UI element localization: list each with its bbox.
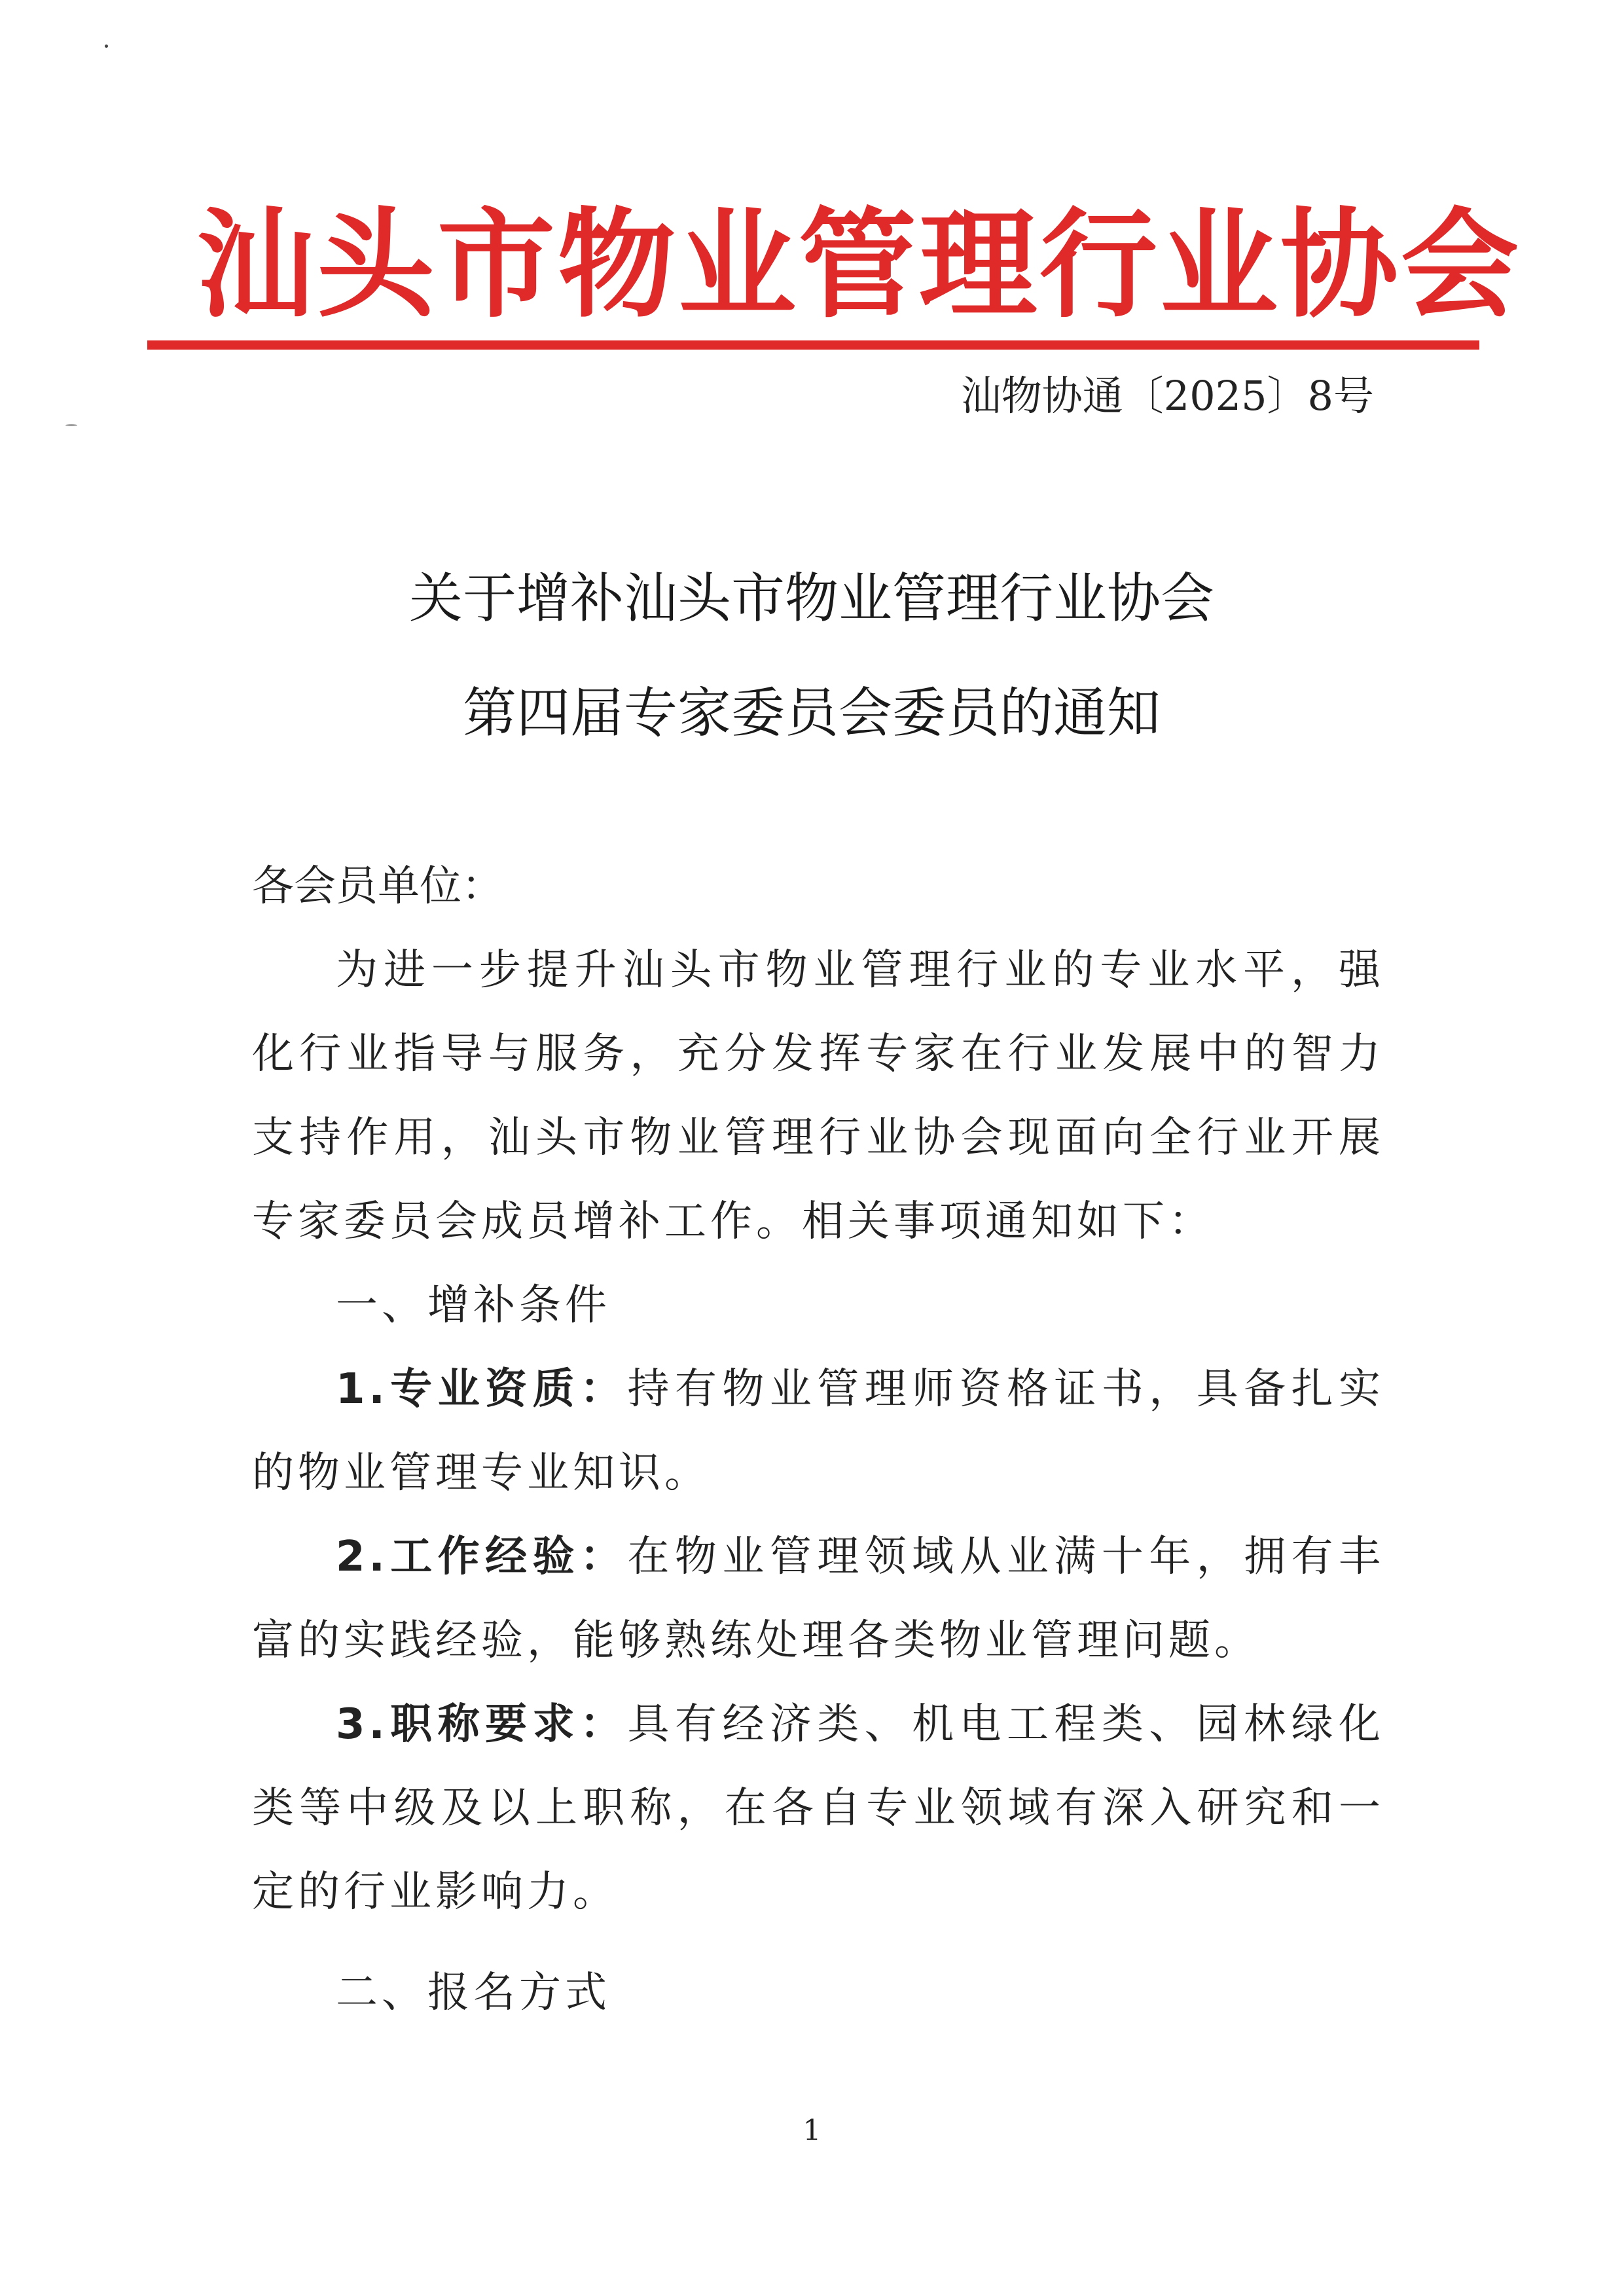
letterhead-org-name: 汕头市物业管理行业协会 xyxy=(196,196,1522,334)
document-title-line1: 关于增补汕头市物业管理行业协会 xyxy=(408,568,1214,630)
condition-item-label: 1.专业资质： xyxy=(336,1365,628,1413)
condition-item-label: 2.工作经验： xyxy=(336,1533,628,1581)
section-heading-2: 二、报名方式 xyxy=(336,1969,611,2017)
document-title-line2: 第四届专家委员会委员的通知 xyxy=(462,682,1161,744)
condition-item-text: 具有经济类、机电工程类、园林绿化类等中级及以上职称，在各自专业领域有深入研究和一定的行业影响力。 xyxy=(252,1700,1385,1916)
letterhead-red-rule xyxy=(147,340,1479,350)
condition-item-text: 在物业管理领域从业满十年，拥有丰富的实践经验，能够熟练处理各类物业管理问题。 xyxy=(252,1533,1385,1665)
condition-item xyxy=(252,1347,1384,1515)
scan-speck xyxy=(65,424,77,426)
condition-item-label: 3.职称要求： xyxy=(336,1700,628,1749)
intro-paragraph: 为进一步提升汕头市物业管理行业的专业水平，强化行业指导与服务，充分发挥专家在行业发展中的智力支持作用，汕头市物业管理行业协会现面向全行业开展专家委员会成员增补工作。相关事项通知如下： xyxy=(252,946,1384,1246)
condition-item xyxy=(252,1683,1384,1934)
section-heading-1: 一、增补条件 xyxy=(336,1281,611,1330)
condition-item xyxy=(252,1515,1384,1683)
condition-item-text: 持有物业管理师资格证书，具备扎实的物业管理专业知识。 xyxy=(252,1365,1385,1497)
page-number: 1 xyxy=(803,2114,821,2147)
salutation: 各会员单位： xyxy=(252,862,503,911)
document-number: 汕物协通〔2025〕8号 xyxy=(960,372,1374,420)
scan-speck xyxy=(105,45,108,48)
